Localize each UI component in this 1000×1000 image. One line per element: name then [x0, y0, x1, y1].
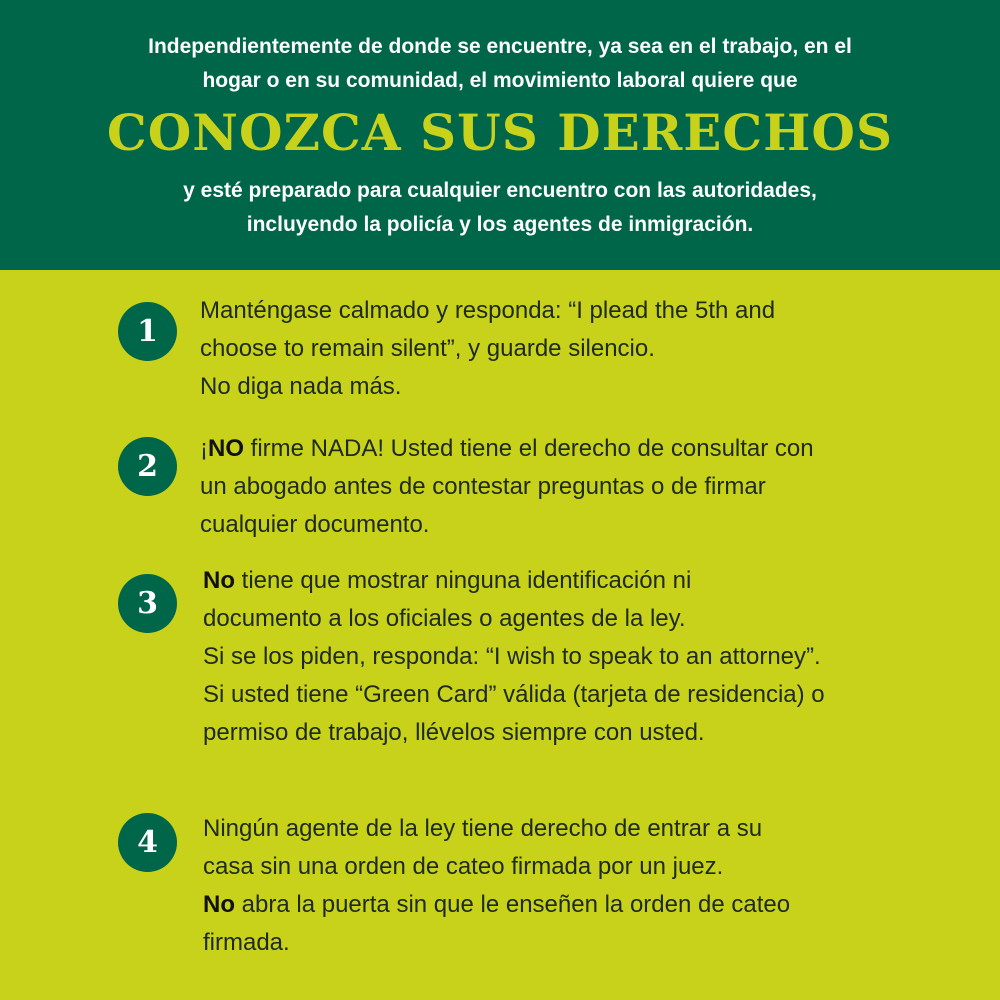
item-line: Si se los piden, responda: “I wish to speak to an attorney”.: [203, 643, 821, 670]
item-line: [203, 886, 963, 924]
item-line-rest: tiene que mostrar ninguna identificación ni: [235, 567, 692, 594]
intro-line: Independientemente de donde se encuentre, ya sea en el trabajo, en el: [148, 35, 852, 58]
outro-text: [60, 174, 940, 242]
item-line: Si usted tiene “Green Card” válida (tarjeta de residencia) o: [203, 681, 825, 708]
item-line: un abogado antes de contestar preguntas o de firmar: [200, 473, 766, 500]
number-badge: 1: [118, 302, 177, 361]
item-line: documento a los oficiales o agentes de la ley.: [203, 605, 686, 632]
item-line: cualquier documento.: [200, 511, 430, 538]
item-line: permiso de trabajo, llévelos siempre con usted.: [203, 719, 705, 746]
outro-line: y esté preparado para cualquier encuentro con las autoridades,: [183, 179, 817, 202]
item-line: Ningún agente de la ley tiene derecho de entrar a su: [203, 815, 763, 842]
outro-line: incluyendo la policía y los agentes de inmigración.: [246, 213, 754, 236]
header-banner: [0, 0, 1000, 270]
item-line: [200, 430, 960, 468]
item-line: [203, 562, 963, 600]
item-line-emphasis: No: [203, 567, 235, 594]
item-text: [203, 562, 963, 752]
headline: CONOZCA SUS DERECHOS: [106, 103, 894, 162]
item-text: [200, 430, 960, 544]
item-text: [200, 292, 960, 406]
item-line: No diga nada más.: [200, 373, 402, 400]
item-line: Manténgase calmado y responda: “I plead the 5th and: [200, 297, 776, 324]
item-text: [203, 810, 963, 962]
number-badge: 2: [118, 437, 177, 496]
item-line-rest: abra la puerta sin que le enseñen la orden de cateo: [235, 891, 791, 918]
number-badge: 3: [118, 574, 177, 633]
item-line: firmada.: [203, 929, 290, 956]
item-line-emphasis: No: [203, 891, 235, 918]
item-line: casa sin una orden de cateo firmada por un juez.: [203, 853, 724, 880]
intro-line: hogar o en su comunidad, el movimiento laboral quiere que: [202, 69, 798, 92]
item-line: choose to remain silent”, y guarde silencio.: [200, 335, 655, 362]
number-badge: 4: [118, 813, 177, 872]
item-line-emphasis: NO: [208, 435, 244, 462]
item-line-prefix: ¡: [200, 435, 208, 462]
item-line-rest: firme NADA! Usted tiene el derecho de consultar con: [244, 435, 814, 462]
intro-text: [60, 30, 940, 98]
